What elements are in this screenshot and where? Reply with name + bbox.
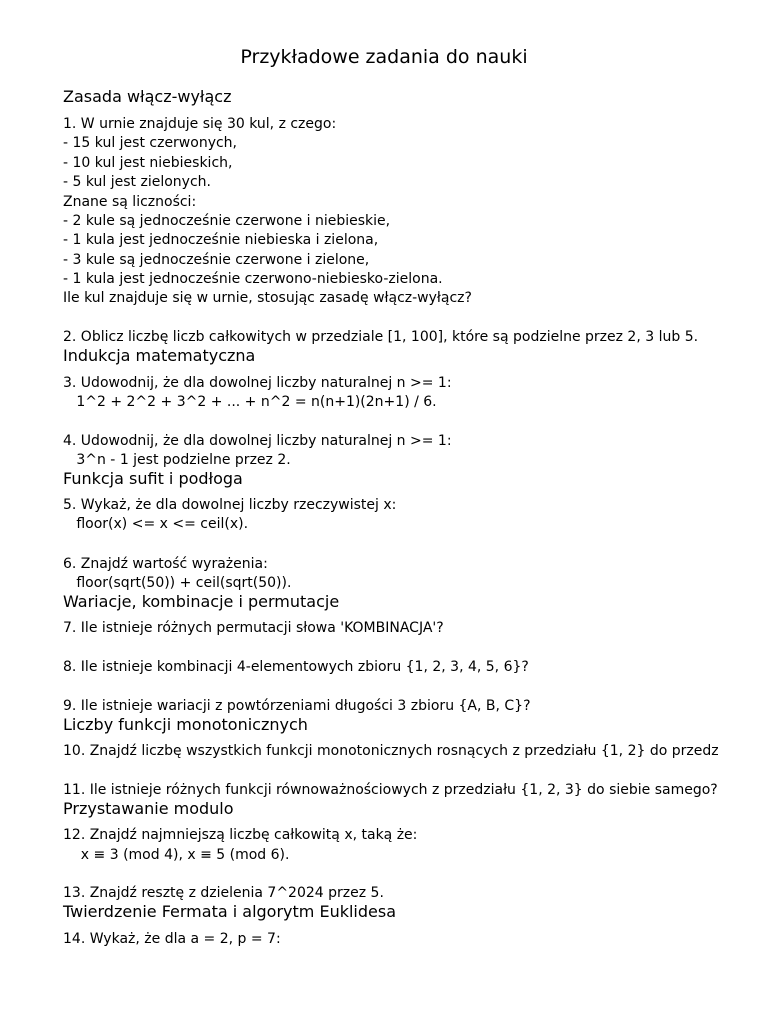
task-line: - 2 kule są jednocześnie czerwone i niebieskie,	[63, 213, 391, 229]
task-line: - 1 kula jest jednocześnie niebieska i zielona,	[63, 232, 379, 248]
task-line: 11. Ile istnieje różnych funkcji równoważnościowych z przedziału {1, 2, 3} do siebie samego?	[63, 782, 718, 798]
task-line: 14. Wykaż, że dla a = 2, p = 7:	[63, 931, 281, 947]
section-heading-combinatorics: Wariacje, kombinacje i permutacje	[63, 592, 340, 611]
task-line: Znane są liczności:	[63, 194, 197, 210]
task-line: 6. Znajdź wartość wyrażenia:	[63, 556, 268, 572]
task-line: 8. Ile istnieje kombinacji 4-elementowych zbioru {1, 2, 3, 4, 5, 6}?	[63, 659, 529, 675]
task-line: - 5 kul jest zielonych.	[63, 174, 211, 190]
task-line: 10. Znajdź liczbę wszystkich funkcji monotonicznych rosnących z przedziału {1, 2} do przedz	[63, 743, 719, 759]
task-line: - 10 kul jest niebieskich,	[63, 155, 233, 171]
task-line: 1. W urnie znajduje się 30 kul, z czego:	[63, 116, 337, 132]
task-line: 1^2 + 2^2 + 3^2 + ... + n^2 = n(n+1)(2n+1) / 6.	[63, 394, 437, 410]
task-line: 12. Znajdź najmniejszą liczbę całkowitą x, taką że:	[63, 827, 418, 843]
task-line: 13. Znajdź resztę z dzielenia 7^2024 przez 5.	[63, 885, 384, 901]
section-heading-induction: Indukcja matematyczna	[63, 346, 256, 365]
task-line: 3^n - 1 jest podzielne przez 2.	[63, 452, 291, 468]
task-line: floor(sqrt(50)) + ceil(sqrt(50)).	[63, 575, 292, 591]
task-line: 4. Udowodnij, że dla dowolnej liczby naturalnej n >= 1:	[63, 433, 452, 449]
task-line: 9. Ile istnieje wariacji z powtórzeniami długości 3 zbioru {A, B, C}?	[63, 698, 531, 714]
task-line: 3. Udowodnij, że dla dowolnej liczby naturalnej n >= 1:	[63, 375, 452, 391]
section-heading-congruence: Przystawanie modulo	[63, 799, 234, 818]
section-heading-inclusion-exclusion: Zasada włącz-wyłącz	[63, 87, 232, 106]
task-line: Ile kul znajduje się w urnie, stosując zasadę włącz-wyłącz?	[63, 290, 472, 306]
task-line: - 3 kule są jednocześnie czerwone i zielone,	[63, 252, 370, 268]
task-line: - 1 kula jest jednocześnie czerwono-niebiesko-zielona.	[63, 271, 443, 287]
section-heading-fermat-euclid: Twierdzenie Fermata i algorytm Euklidesa	[63, 902, 396, 921]
document-title: Przykładowe zadania do nauki	[240, 46, 528, 68]
task-line: 2. Oblicz liczbę liczb całkowitych w przedziale [1, 100], które są podzielne przez 2, 3 lub 5.	[63, 329, 699, 345]
task-line: 7. Ile istnieje różnych permutacji słowa 'KOMBINACJA'?	[63, 620, 444, 636]
task-line: floor(x) <= x <= ceil(x).	[63, 516, 249, 532]
task-line: 5. Wykaż, że dla dowolnej liczby rzeczywistej x:	[63, 497, 397, 513]
section-heading-floor-ceil: Funkcja sufit i podłoga	[63, 469, 243, 488]
task-line: x ≡ 3 (mod 4), x ≡ 5 (mod 6).	[63, 847, 290, 863]
section-heading-monotonic-functions: Liczby funkcji monotonicznych	[63, 715, 308, 734]
task-line: - 15 kul jest czerwonych,	[63, 135, 238, 151]
